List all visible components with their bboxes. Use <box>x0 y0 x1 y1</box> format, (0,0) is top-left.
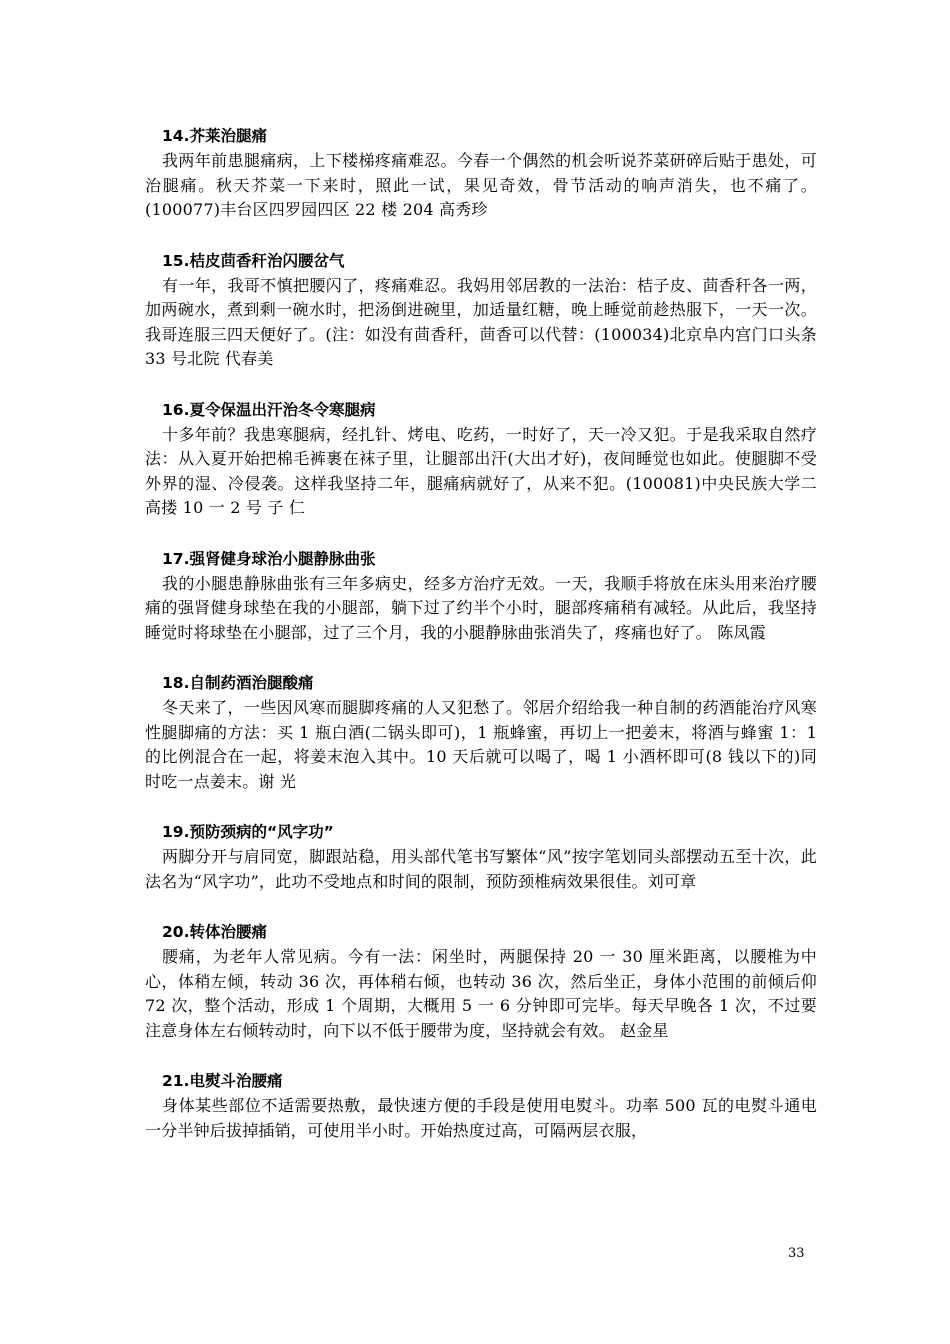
section-body: 有一年，我哥不慎把腰闪了，疼痛难忍。我妈用邻居教的一法治：桔子皮、茴香秆各一两，加两碗水，煮到剩一碗水时，把汤倒进碗里，加适量红糖，晚上睡觉前趁热服下，一天一次。我哥连服三四天便好了。(注：如没有茴香秆，茴香可以代替：(100034)北京阜内宫门口头条 33 号北院 代春美 <box>145 275 817 368</box>
section-21 <box>145 1069 817 1143</box>
section-18 <box>145 671 817 794</box>
section-body: 腰痛，为老年人常见病。今有一法：闲坐时，两腿保持 20 一 30 厘米距离，以腰椎为中心，体稍左倾，转动 36 次，再体稍右倾，也转动 36 次，然后坐正，身体小范围的前倾后仰 72 次，整个活动，形成 1 个周期，大概用 5 一 6 分钟即可完毕。每天早晚各 1 次，不过要注意身体左右倾转动时，向下以不低于腰带为度，坚持就会有效。 赵金星 <box>145 947 817 1040</box>
section-20 <box>145 920 817 1043</box>
section-body: 两脚分开与肩同宽，脚跟站稳，用头部代笔书写繁体“风”按字笔划同头部摆动五至十次，此法名为“风字功”，此功不受地点和时间的限制，预防颈椎病效果很佳。刘可章 <box>145 847 817 891</box>
section-body: 冬天来了，一些因风寒而腿脚疼痛的人又犯愁了。邻居介绍给我一种自制的药酒能治疗风寒性腿脚痛的方法：买 1 瓶白酒(二锅头即可)，1 瓶蜂蜜，再切上一把姜末，将酒与蜂蜜 1：1 的比例混合在一起，将姜末泡入其中。10 天后就可以喝了，喝 1 小酒杯即可(8 钱以下的)同时吃一点姜末。谢 光 <box>145 698 817 791</box>
section-16 <box>145 398 817 521</box>
section-heading: 19.预防颈病的“风字功” <box>162 823 334 841</box>
section-15 <box>145 249 817 372</box>
section-heading: 20.转体治腰痛 <box>162 923 267 941</box>
section-heading: 16.夏令保温出汗治冬令寒腿病 <box>162 400 376 419</box>
page-number: 33 <box>788 1246 805 1261</box>
section-body: 我的小腿患静脉曲张有三年多病史，经多方治疗无效。一天，我顺手将放在床头用来治疗腰痛的强肾健身球垫在我的小腿部，躺下过了约半个小时，腿部疼痛稍有减轻。从此后，我坚持睡觉时将球垫在小腿部，过了三个月，我的小腿静脉曲张消失了，疼痛也好了。 陈凤霞 <box>145 573 817 642</box>
section-heading: 18.自制药酒治腿酸痛 <box>162 674 314 692</box>
section-heading: 21.电熨斗治腰痛 <box>162 1072 283 1090</box>
section-heading: 14.芥莱治腿痛 <box>162 127 267 145</box>
section-heading: 17.强肾健身球治小腿静脉曲张 <box>162 549 376 568</box>
section-14 <box>145 124 817 223</box>
section-body: 我两年前患腿痛病，上下楼梯疼痛难忍。今春一个偶然的机会听说芥菜研碎后贴于患处，可治腿痛。秋天芥菜一下来时，照此一试，果见奇效，骨节活动的响声消失，也不痛了。(100077)丰台区四罗园四区 22 楼 204 高秀珍 <box>145 151 817 219</box>
section-heading: 15.桔皮茴香秆治闪腰岔气 <box>162 251 345 270</box>
section-body: 十多年前？我患寒腿病，经扎针、烤电、吃药，一时好了，天一冷又犯。于是我采取自然疗法：从入夏开始把棉毛裤裹在袜子里，让腿部出汗(大出才好)，夜间睡觉也如此。使腿脚不受外界的湿、冷侵袭。这样我坚持二年，腿痛病就好了，从来不犯。(100081)中央民族大学二高搂 10 一 2 号 子 仁 <box>145 424 817 517</box>
section-17 <box>145 547 817 646</box>
section-19 <box>145 820 817 894</box>
document-page <box>145 124 817 1169</box>
section-body: 身体某些部位不适需要热敷，最快速方便的手段是使用电熨斗。功率 500 瓦的电熨斗通电一分半钟后拔掉插销，可使用半小时。开始热度过高，可隔两层衣服， <box>145 1096 817 1140</box>
